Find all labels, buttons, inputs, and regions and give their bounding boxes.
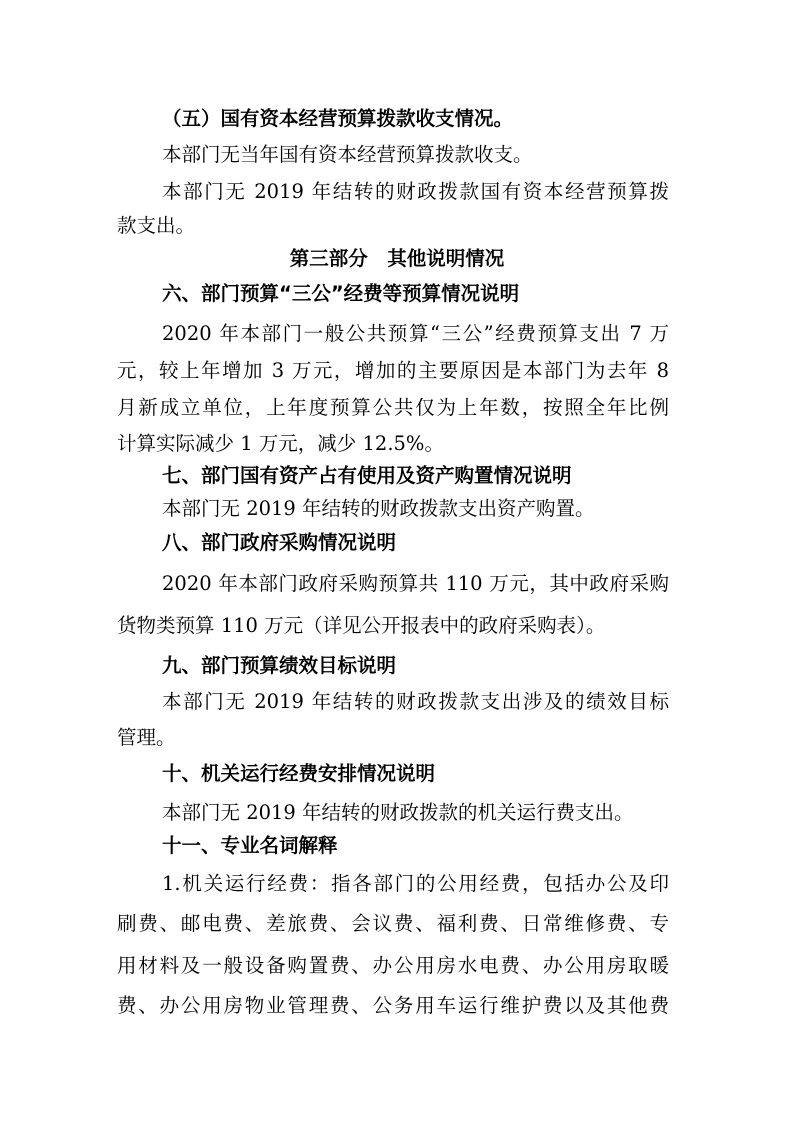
paragraph-6-line-3: 月新成立单位，上年度预算公共仅为上年数，按照全年比例 [117, 396, 669, 419]
paragraph-9-line-1: 本部门无 2019 年结转的财政拨款支出涉及的绩效目标 [162, 690, 669, 713]
paragraph-5-2-line-2: 款支出。 [117, 214, 196, 237]
paragraph-11-line-2: 刷费、邮电费、差旅费、会议费、福利费、日常维修费、专 [117, 912, 669, 935]
paragraph-11-line-4: 费、办公用房物业管理费、公务用车运行维护费以及其他费 [117, 994, 669, 1017]
paragraph-6-line-2: 元，较上年增加 3 万元，增加的主要原因是本部门为去年 8 [117, 359, 669, 382]
section-heading-5: （五）国有资本经营预算拨款收支情况。 [162, 107, 514, 130]
section-heading-9: 九、部门预算绩效目标说明 [162, 654, 397, 677]
paragraph-9-line-2: 管理。 [117, 726, 176, 749]
paragraph-7: 本部门无 2019 年结转的财政拨款支出资产购置。 [162, 497, 595, 520]
section-heading-8: 八、部门政府采购情况说明 [162, 531, 397, 554]
paragraph-11-line-1: 1.机关运行经费：指各部门的公用经费，包括办公及印 [162, 872, 669, 895]
paragraph-5-2-line-1: 本部门无 2019 年结转的财政拨款国有资本经营预算拨 [162, 180, 669, 203]
section-heading-10: 十、机关运行经费安排情况说明 [162, 762, 436, 785]
section-heading-11: 十一、专业名词解释 [162, 834, 338, 857]
section-heading-6: 六、部门预算“三公”经费等预算情况说明 [162, 282, 520, 305]
paragraph-5-1: 本部门无当年国有资本经营预算拨款收支。 [162, 143, 533, 166]
paragraph-8-line-2: 货物类预算 110 万元（详见公开报表中的政府采购表）。 [117, 614, 606, 637]
section-heading-7: 七、部门国有资产占有使用及资产购置情况说明 [162, 464, 572, 487]
paragraph-10: 本部门无 2019 年结转的财政拨款的机关运行费支出。 [162, 801, 634, 824]
part-three-title: 第三部分 其他说明情况 [289, 247, 505, 270]
paragraph-6-line-1: 2020 年本部门一般公共预算“三公”经费预算支出 7 万 [162, 322, 669, 345]
paragraph-6-line-4: 计算实际减少 1 万元，减少 12.5%。 [117, 432, 444, 455]
paragraph-11-line-3: 用材料及一般设备购置费、办公用房水电费、办公用房取暖 [117, 954, 669, 977]
paragraph-8-line-1: 2020 年本部门政府采购预算共 110 万元，其中政府采购 [162, 572, 669, 595]
